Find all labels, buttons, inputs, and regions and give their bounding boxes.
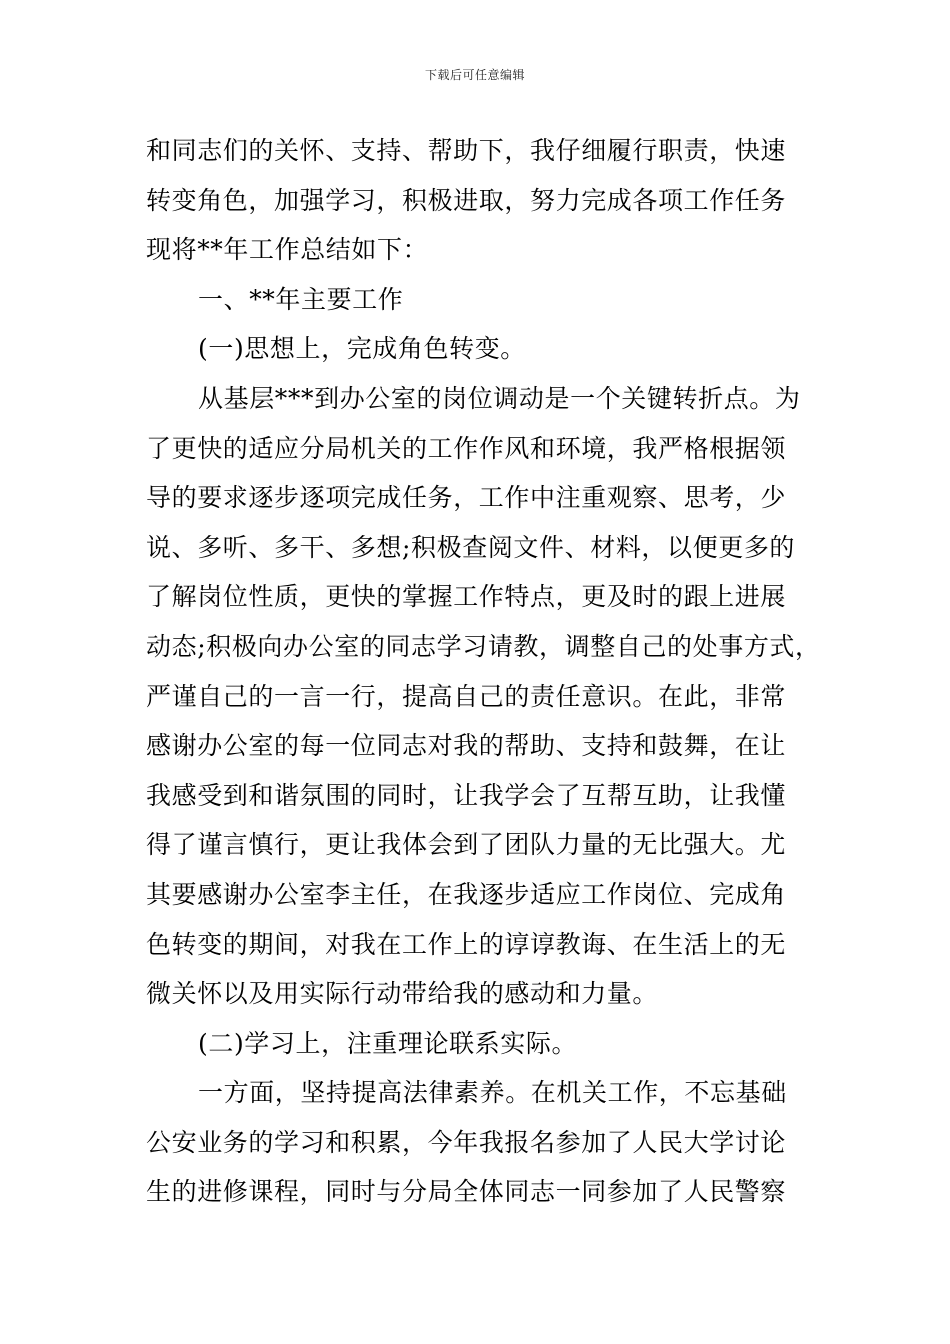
text-line: 感谢办公室的每一位同志对我的帮助、支持和鼓舞，在让 (146, 731, 787, 761)
text-line: 色转变的期间，对我在工作上的谆谆教诲、在生活上的无 (146, 929, 787, 959)
text-line: 得了谨言慎行，更让我体会到了团队力量的无比强大。尤 (146, 830, 787, 860)
subsection-heading: (二)学习上，注重理论联系实际。 (198, 1028, 578, 1058)
text-line: 了更快的适应分局机关的工作作风和环境，我严格根据领 (146, 433, 787, 463)
paragraph-start-line: 一方面，坚持提高法律素养。在机关工作，不忘基础 (198, 1078, 787, 1108)
document-body (146, 126, 826, 1217)
text-line: 说、多听、多干、多想;积极查阅文件、材料，以便更多的 (146, 532, 796, 562)
subsection-heading: (一)思想上，完成角色转变。 (198, 334, 526, 364)
text-line: 导的要求逐步逐项完成任务，工作中注重观察、思考，少 (146, 483, 787, 513)
text-line: 其要感谢办公室李主任，在我逐步适应工作岗位、完成角 (146, 879, 787, 909)
text-line: 现将**年工作总结如下： (146, 235, 429, 265)
text-line: 了解岗位性质，更快的掌握工作特点，更及时的跟上进展 (146, 582, 787, 612)
section-heading: 一、**年主要工作 (198, 284, 404, 314)
page-header-note: 下载后可任意编辑 (424, 68, 525, 82)
paragraph-start-line: 从基层***到办公室的岗位调动是一个关键转折点。为 (198, 383, 801, 413)
text-line: 微关怀以及用实际行动带给我的感动和力量。 (146, 979, 659, 1009)
text-line: 公安业务的学习和积累，今年我报名参加了人民大学讨论 (146, 1127, 787, 1157)
text-line: 严谨自己的一言一行，提高自己的责任意识。在此，非常 (146, 681, 787, 711)
text-line: 生的进修课程，同时与分局全体同志一同参加了人民警察 (146, 1177, 787, 1207)
text-line: 动态;积极向办公室的同志学习请教，调整自己的处事方式， (146, 631, 821, 661)
text-line: 转变角色，加强学习，积极进取，努力完成各项工作任务 (146, 185, 787, 215)
text-line: 和同志们的关怀、支持、帮助下，我仔细履行职责，快速 (146, 136, 787, 165)
text-line: 我感受到和谐氛围的同时，让我学会了互帮互助，让我懂 (146, 780, 787, 810)
